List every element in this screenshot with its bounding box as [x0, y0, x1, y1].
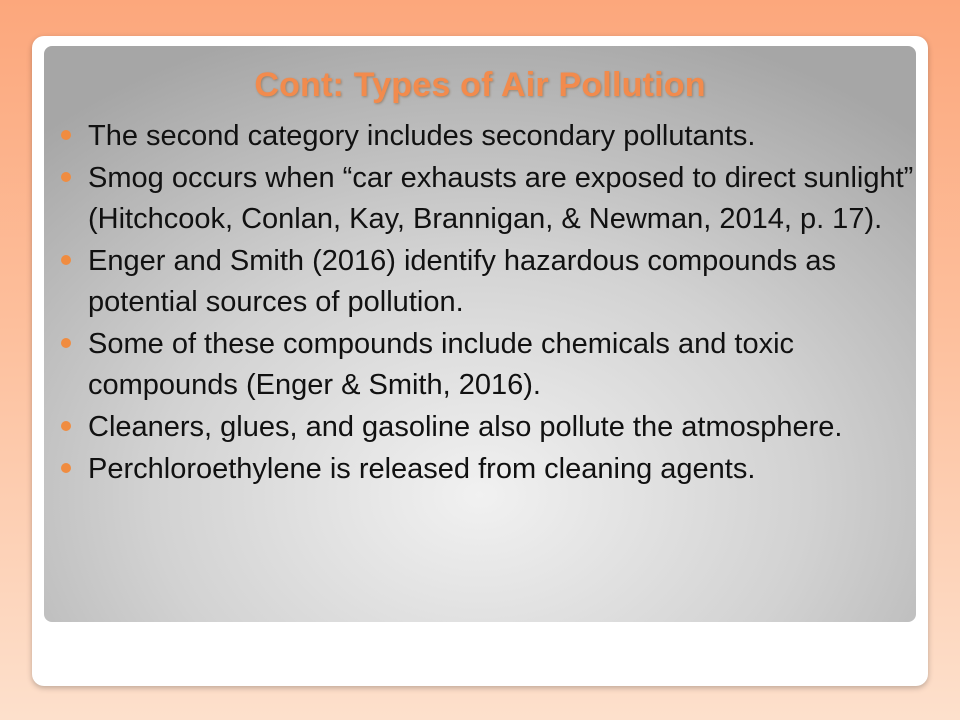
- bullet-item: [44, 324, 916, 406]
- bullet-text: Enger and Smith (2016) identify hazardous compounds as potential sources of pollution.: [88, 245, 836, 318]
- bullet-item: [44, 116, 916, 157]
- bullet-dot-icon: [61, 255, 71, 265]
- slide-title: Cont: Types of Air Pollution: [254, 66, 706, 104]
- bullet-dot-icon: [61, 172, 71, 182]
- bullet-dot-icon: [61, 338, 71, 348]
- bullet-dot-icon: [61, 463, 71, 473]
- bullet-text: Smog occurs when “car exhausts are exposed to direct sunlight” (Hitchcook, Conlan, Kay, Brannigan, & Newman, 2014, p. 17).: [88, 162, 914, 235]
- bullet-list: [44, 116, 916, 491]
- bullet-item: [44, 158, 916, 240]
- slide-content-panel: [44, 46, 916, 622]
- bullet-dot-icon: [61, 421, 71, 431]
- bullet-item: [44, 241, 916, 323]
- bullet-text: Cleaners, glues, and gasoline also pollute the atmosphere.: [88, 411, 843, 443]
- bullet-item: [44, 449, 916, 490]
- bullet-text: The second category includes secondary pollutants.: [88, 120, 756, 152]
- bullet-item: [44, 407, 916, 448]
- bullet-dot-icon: [61, 130, 71, 140]
- bullet-text: Perchloroethylene is released from cleaning agents.: [88, 453, 756, 485]
- bullet-text: Some of these compounds include chemicals and toxic compounds (Enger & Smith, 2016).: [88, 328, 795, 401]
